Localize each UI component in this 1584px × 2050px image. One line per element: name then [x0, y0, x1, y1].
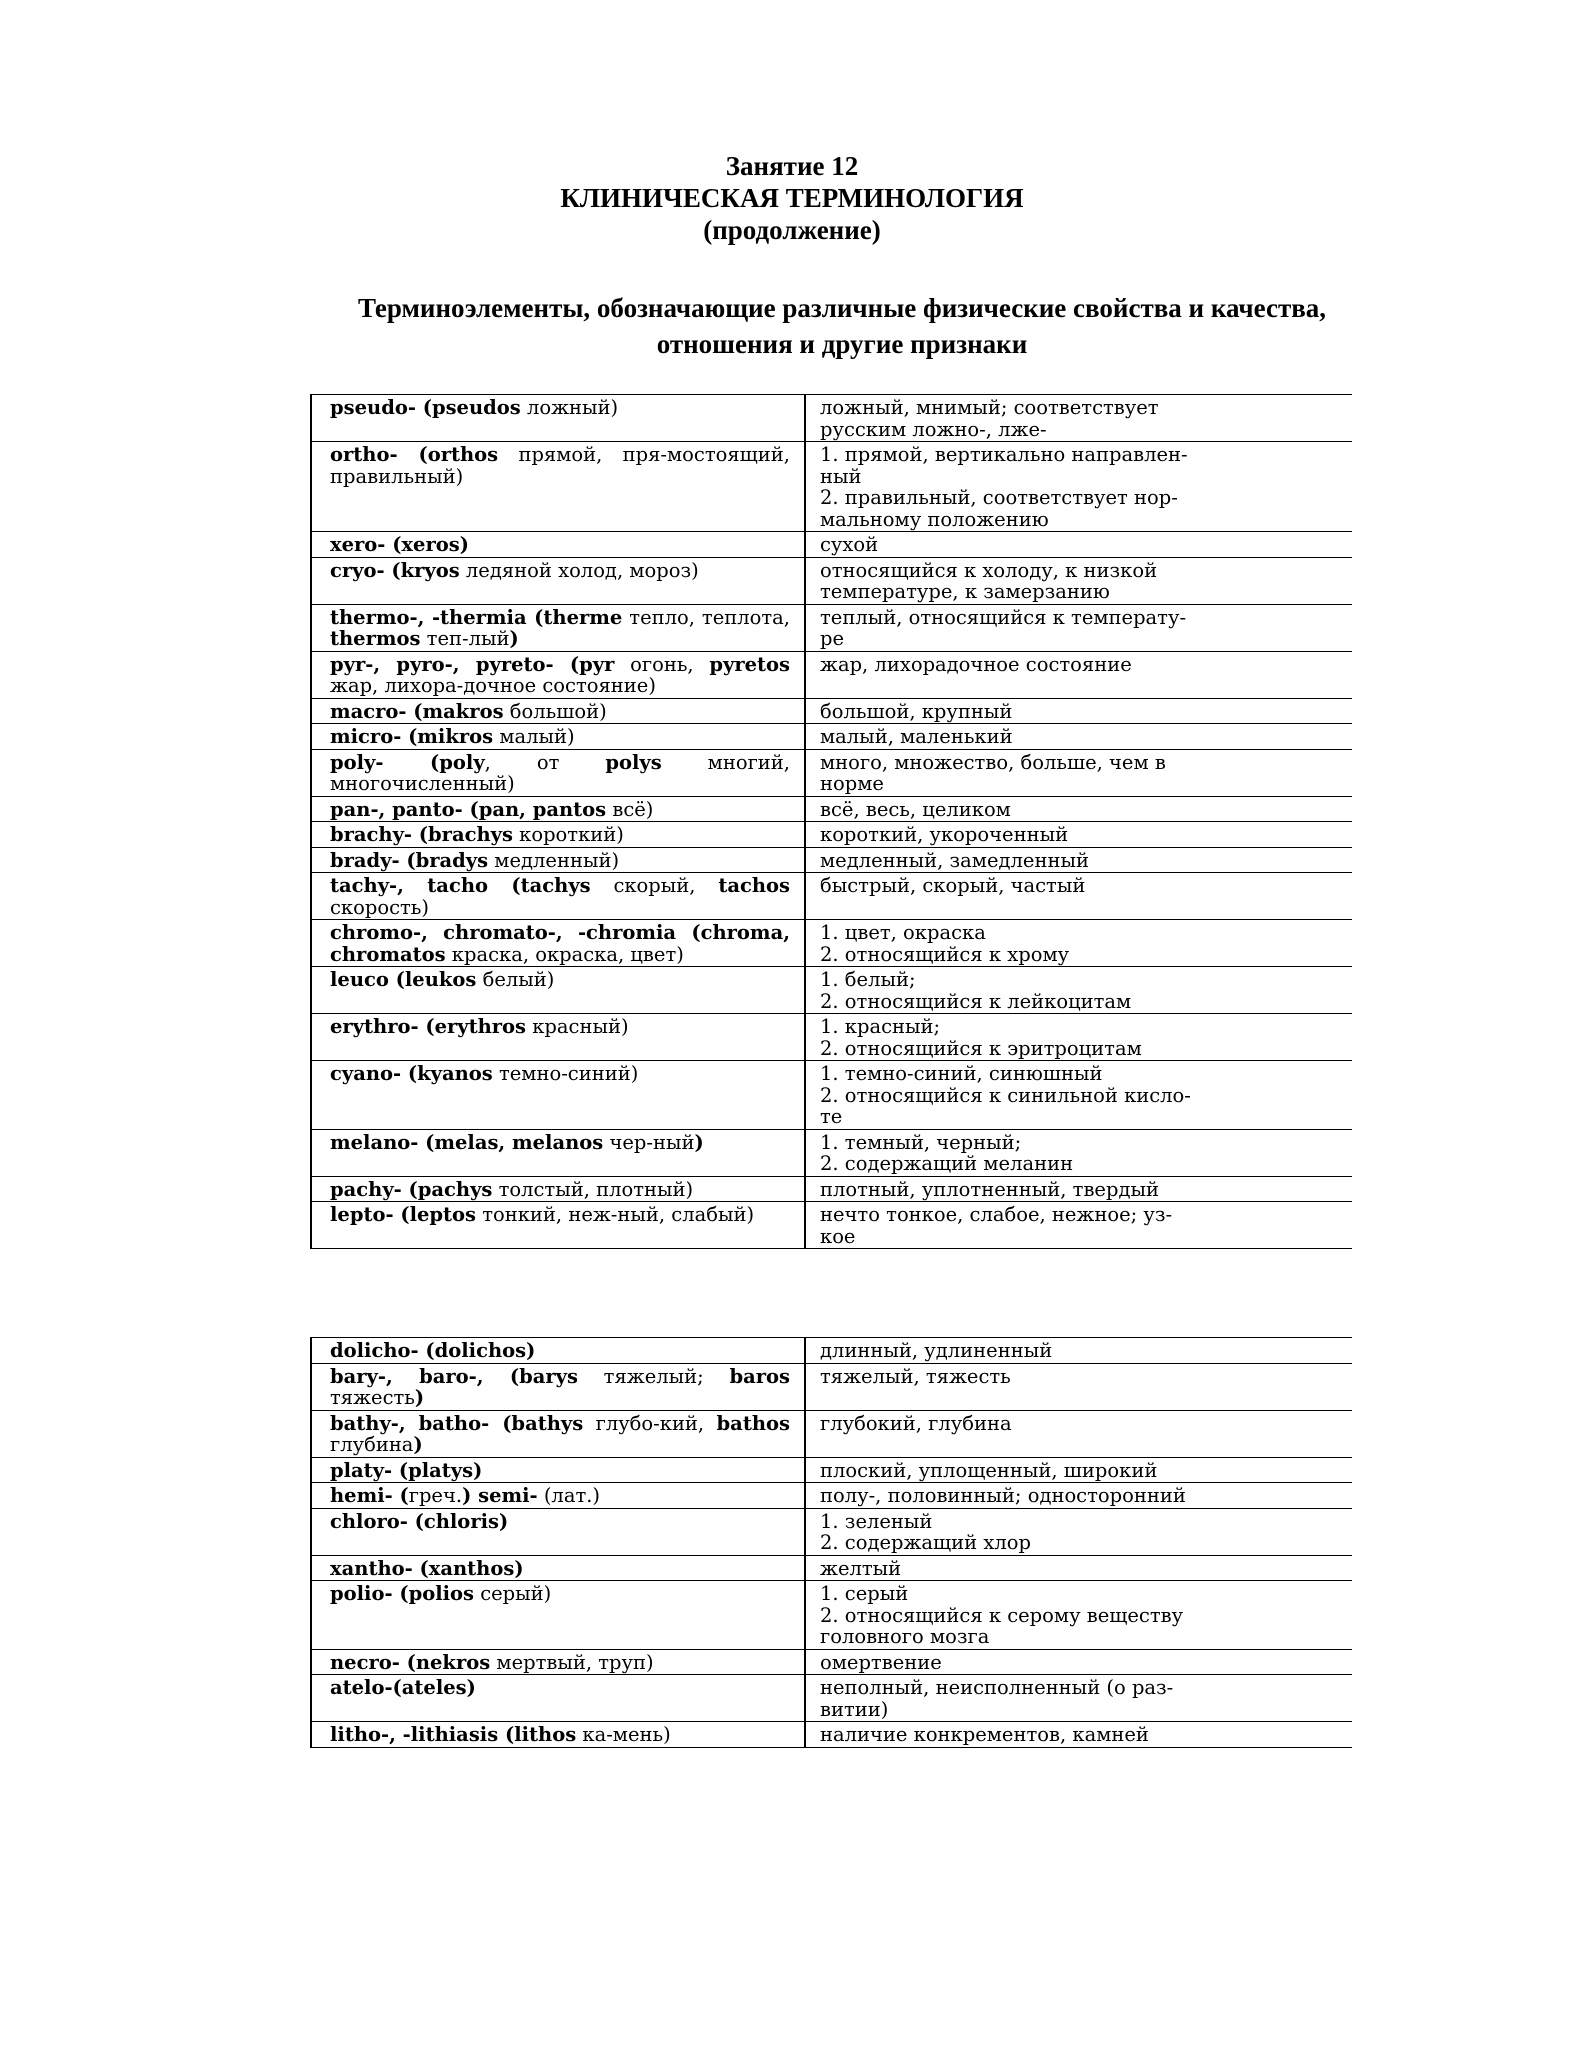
meaning-cell [805, 1338, 1352, 1364]
meaning-line: нечто тонкое, слабое, нежное; уз- [820, 1203, 1173, 1226]
term-element: cyano- (kyanos [330, 1062, 493, 1085]
table-row [311, 1722, 1352, 1748]
meaning-line: желтый [820, 1556, 902, 1580]
term-cell [311, 1014, 805, 1061]
subtitle-line-2: отношения и другие признаки [656, 329, 1028, 359]
meaning-line: головного мозга [820, 1625, 990, 1648]
meaning-line: 2. содержащий хлор [820, 1531, 1031, 1554]
term-element: pseudo- (pseudos [330, 396, 521, 419]
meaning-line: 1. темно-синий, синюшный [820, 1062, 1103, 1085]
term-element: pan-, panto- (pan, pantos [330, 797, 607, 821]
meaning-line: 1. темный, черный; [820, 1130, 1022, 1154]
term-gloss: краска, окраска, цвет) [445, 942, 684, 966]
term-element: polys [605, 750, 662, 774]
term-gloss: тяжесть [330, 1386, 415, 1409]
meaning-line: 1. зеленый [820, 1509, 933, 1533]
term-cell [311, 796, 805, 822]
table-row [311, 1338, 1352, 1364]
term-element: macro- (makros [330, 699, 504, 723]
term-gloss: теп-лый [420, 627, 510, 650]
term-cell [311, 651, 805, 698]
meaning-cell [805, 1483, 1352, 1509]
term-element: atelo-(ateles) [330, 1676, 476, 1699]
meaning-cell [805, 557, 1352, 604]
term-element: baros [729, 1364, 790, 1388]
meaning-line: ложный, мнимый; соответствует [820, 396, 1159, 419]
term-cell [311, 1483, 805, 1509]
term-cell [311, 604, 805, 651]
term-element: brachy- (brachys [330, 823, 513, 846]
meaning-cell [805, 967, 1352, 1014]
term-element: poly- (poly [330, 750, 485, 774]
term-cell [311, 557, 805, 604]
term-element: hemi- ( [330, 1484, 409, 1507]
term-cell [311, 724, 805, 750]
meaning-line: теплый, относящийся к температу- [820, 605, 1187, 629]
term-element: leuco (leukos [330, 968, 477, 991]
term-gloss: тонкий, неж-ный, слабый) [476, 1203, 755, 1226]
table-row [311, 1649, 1352, 1675]
meaning-cell [805, 1176, 1352, 1202]
term-element: cryo- (kryos [330, 558, 460, 582]
meaning-cell [805, 1410, 1352, 1457]
term-cell [311, 873, 805, 920]
meaning-cell [805, 847, 1352, 873]
term-gloss: огонь, [614, 652, 710, 676]
term-gloss: медленный) [488, 848, 620, 872]
meaning-line: тяжелый, тяжесть [820, 1364, 1011, 1388]
meaning-line: русским ложно-, лже- [820, 417, 1047, 441]
lesson-number: Занятие 12 [725, 151, 859, 181]
table-row [311, 1508, 1352, 1555]
term-gloss: глубина [330, 1433, 414, 1456]
meaning-cell [805, 395, 1352, 442]
table-row [311, 920, 1352, 967]
terms-table-2 [310, 1337, 1352, 1748]
term-element: tachos [718, 874, 790, 897]
meaning-cell [805, 1722, 1352, 1748]
table-row [311, 1410, 1352, 1457]
term-element: bathos [716, 1411, 790, 1435]
term-cell [311, 1581, 805, 1650]
meaning-line: те [820, 1105, 843, 1128]
meaning-line: омертвение [820, 1650, 942, 1674]
meaning-cell [805, 873, 1352, 920]
meaning-line: длинный, удлиненный [820, 1339, 1053, 1362]
meaning-line: 2. относящийся к серому веществу [820, 1603, 1184, 1627]
meaning-line: полу-, половинный; односторонний [820, 1484, 1186, 1507]
term-element: necro- (nekros [330, 1650, 491, 1674]
term-cell [311, 1410, 805, 1457]
meaning-cell [805, 1129, 1352, 1176]
term-element: thermos [330, 627, 421, 650]
table-row [311, 873, 1352, 920]
term-gloss: малый) [493, 725, 575, 748]
meaning-line: глубокий, глубина [820, 1411, 1012, 1435]
term-gloss: всё) [606, 797, 654, 821]
table-row [311, 1581, 1352, 1650]
table-row [311, 724, 1352, 750]
term-element: pachy- (pachys [330, 1177, 493, 1201]
meaning-line: ре [820, 627, 845, 650]
term-cell [311, 847, 805, 873]
term-gloss: красный) [526, 1015, 629, 1038]
meaning-cell [805, 1675, 1352, 1722]
table-row [311, 557, 1352, 604]
term-element: xantho- (xanthos) [330, 1556, 524, 1580]
term-cell [311, 395, 805, 442]
term-cell [311, 967, 805, 1014]
term-cell [311, 532, 805, 558]
term-cell [311, 822, 805, 848]
meaning-line: медленный, замедленный [820, 848, 1089, 872]
title-continuation: (продолжение) [703, 215, 881, 245]
term-gloss: ка-мень) [576, 1723, 671, 1746]
meaning-line: 2. относящийся к синильной кисло- [820, 1083, 1191, 1107]
term-gloss: греч. [408, 1484, 463, 1507]
term-element: platy- (platys) [330, 1458, 483, 1482]
term-element: thermo-, -thermia (therme [330, 605, 623, 629]
term-element: ortho- (orthos [330, 443, 499, 466]
table-row [311, 1176, 1352, 1202]
term-gloss: жар, лихора-дочное состояние) [330, 674, 656, 697]
term-cell [311, 1129, 805, 1176]
table-row [311, 847, 1352, 873]
term-cell [311, 1508, 805, 1555]
term-element: bathy-, batho- (bathys [330, 1411, 584, 1435]
term-cell [311, 1675, 805, 1722]
meaning-cell [805, 651, 1352, 698]
meaning-line: 1. красный; [820, 1015, 941, 1038]
meaning-line: 2. относящийся к эритроцитам [820, 1036, 1142, 1060]
term-gloss: короткий) [512, 823, 624, 846]
meaning-cell [805, 1014, 1352, 1061]
subtitle-line-1: Терминоэлементы, обозначающие различные физические свойства и качества, [357, 293, 1327, 323]
meaning-line: 1. цвет, окраска [820, 921, 986, 944]
term-cell [311, 1202, 805, 1249]
meaning-cell [805, 1363, 1352, 1410]
meaning-cell [805, 698, 1352, 724]
meaning-line: короткий, укороченный [820, 823, 1069, 846]
meaning-line: плотный, уплотненный, твердый [820, 1177, 1159, 1201]
meaning-line: 2. относящийся к лейкоцитам [820, 989, 1132, 1013]
term-element: erythro- (erythros [330, 1015, 527, 1038]
term-cell [311, 698, 805, 724]
meaning-cell [805, 1457, 1352, 1483]
meaning-cell [805, 749, 1352, 796]
term-cell [311, 1722, 805, 1748]
meaning-cell [805, 822, 1352, 848]
terms-table-1 [310, 394, 1352, 1249]
term-cell [311, 1176, 805, 1202]
term-element: brady- (bradys [330, 848, 489, 872]
term-element: tachy-, tacho (tachys [330, 874, 591, 897]
meaning-line: малый, маленький [820, 725, 1013, 748]
meaning-line: наличие конкрементов, камней [820, 1723, 1149, 1746]
meaning-line: кое [820, 1224, 856, 1248]
term-gloss: мертвый, труп) [490, 1650, 654, 1674]
term-gloss: серый) [474, 1582, 552, 1605]
term-element: ) [413, 1433, 423, 1456]
meaning-line: сухой [820, 533, 879, 556]
meaning-cell [805, 604, 1352, 651]
term-element: ) [509, 627, 519, 650]
table-row [311, 1129, 1352, 1176]
meaning-cell [805, 1202, 1352, 1249]
meaning-line: быстрый, скорый, частый [820, 874, 1086, 897]
term-cell [311, 1338, 805, 1364]
table-row [311, 1061, 1352, 1130]
table-row [311, 1555, 1352, 1581]
meaning-cell [805, 1508, 1352, 1555]
meaning-line: 2. относящийся к хрому [820, 942, 1070, 966]
term-element: chromo-, chromato-, -chromia (chroma, chromatos [330, 921, 790, 966]
term-cell [311, 1649, 805, 1675]
page-title: КЛИНИЧЕСКАЯ ТЕРМИНОЛОГИЯ [560, 183, 1024, 213]
term-cell [311, 1457, 805, 1483]
term-element: ) [694, 1130, 704, 1154]
term-element: lepto- (leptos [330, 1203, 477, 1226]
term-element: chloro- (chloris) [330, 1509, 509, 1533]
term-cell [311, 1555, 805, 1581]
page-header [0, 150, 1584, 246]
term-gloss: толстый, плотный) [492, 1177, 694, 1201]
meaning-cell [805, 532, 1352, 558]
term-gloss: тяжелый; [577, 1364, 730, 1388]
table-row [311, 967, 1352, 1014]
table-row [311, 1457, 1352, 1483]
meaning-line: плоский, уплощенный, широкий [820, 1458, 1158, 1482]
table-row [311, 822, 1352, 848]
table-row [311, 1202, 1352, 1249]
term-element: ) semi- [462, 1484, 538, 1507]
meaning-line: много, множество, больше, чем в [820, 750, 1166, 774]
meaning-line: мальному положению [820, 507, 1049, 531]
table-row [311, 796, 1352, 822]
term-element: litho-, -lithiasis (lithos [330, 1723, 577, 1746]
term-cell [311, 920, 805, 967]
term-gloss: прямой, пря-мостоящий, правильный) [330, 443, 790, 488]
meaning-line: 2. правильный, соответствует нор- [820, 486, 1178, 509]
term-gloss: ледяной холод, мороз) [459, 558, 699, 582]
meaning-line: жар, лихорадочное состояние [820, 652, 1132, 676]
table-row [311, 532, 1352, 558]
meaning-line: 1. прямой, вертикально направлен- [820, 443, 1188, 466]
term-gloss: ложный) [520, 396, 619, 419]
meaning-cell [805, 1581, 1352, 1650]
meaning-line: температуре, к замерзанию [820, 580, 1110, 603]
term-cell [311, 442, 805, 532]
table-row [311, 604, 1352, 651]
term-gloss: большой) [503, 699, 607, 723]
term-gloss: чер-ный [603, 1130, 695, 1154]
table-row [311, 1483, 1352, 1509]
term-element: polio- (polios [330, 1582, 475, 1605]
meaning-line: всё, весь, целиком [820, 797, 1011, 821]
table-row [311, 1014, 1352, 1061]
term-element: xero- (xeros) [330, 533, 469, 556]
meaning-cell [805, 1649, 1352, 1675]
meaning-line: относящийся к холоду, к низкой [820, 558, 1158, 582]
meaning-cell [805, 1061, 1352, 1130]
term-element: pyr-, pyro-, pyreto- (pyr [330, 652, 615, 676]
meaning-line: большой, крупный [820, 699, 1013, 723]
table-row [311, 651, 1352, 698]
meaning-line: норме [820, 772, 884, 795]
term-element: melano- (melas, melanos [330, 1130, 604, 1154]
term-gloss: белый) [476, 968, 555, 991]
term-cell [311, 749, 805, 796]
table-row [311, 1363, 1352, 1410]
term-gloss: (лат.) [537, 1484, 601, 1507]
meaning-line: витии) [820, 1697, 889, 1721]
term-gloss: скорый, [590, 874, 719, 897]
meaning-line: 1. серый [820, 1582, 909, 1605]
term-gloss: глубо-кий, [583, 1411, 717, 1435]
term-gloss: скорость) [330, 895, 430, 919]
table-row [311, 698, 1352, 724]
term-cell [311, 1363, 805, 1410]
term-gloss: многий, многочисленный) [330, 750, 790, 795]
meaning-cell [805, 442, 1352, 532]
term-gloss: , от [484, 750, 606, 774]
table-row [311, 749, 1352, 796]
section-subtitle [0, 290, 1584, 362]
term-element: dolicho- (dolichos) [330, 1339, 536, 1362]
table-row [311, 1675, 1352, 1722]
meaning-cell [805, 1555, 1352, 1581]
term-cell [311, 1061, 805, 1130]
term-gloss: темно-синий) [492, 1062, 639, 1085]
term-element: pyretos [709, 652, 790, 676]
meaning-cell [805, 920, 1352, 967]
term-element: ) [414, 1386, 425, 1409]
table-row [311, 442, 1352, 532]
meaning-line: 1. белый; [820, 968, 916, 991]
meaning-cell [805, 724, 1352, 750]
meaning-cell [805, 796, 1352, 822]
meaning-line: неполный, неисполненный (о раз- [820, 1676, 1174, 1699]
meaning-line: 2. содержащий меланин [820, 1152, 1074, 1175]
table-row [311, 395, 1352, 442]
term-element: bary-, baro-, (barys [330, 1364, 578, 1388]
term-element: micro- (mikros [330, 725, 494, 748]
term-gloss: тепло, теплота, [622, 605, 790, 629]
meaning-line: ный [820, 464, 862, 488]
